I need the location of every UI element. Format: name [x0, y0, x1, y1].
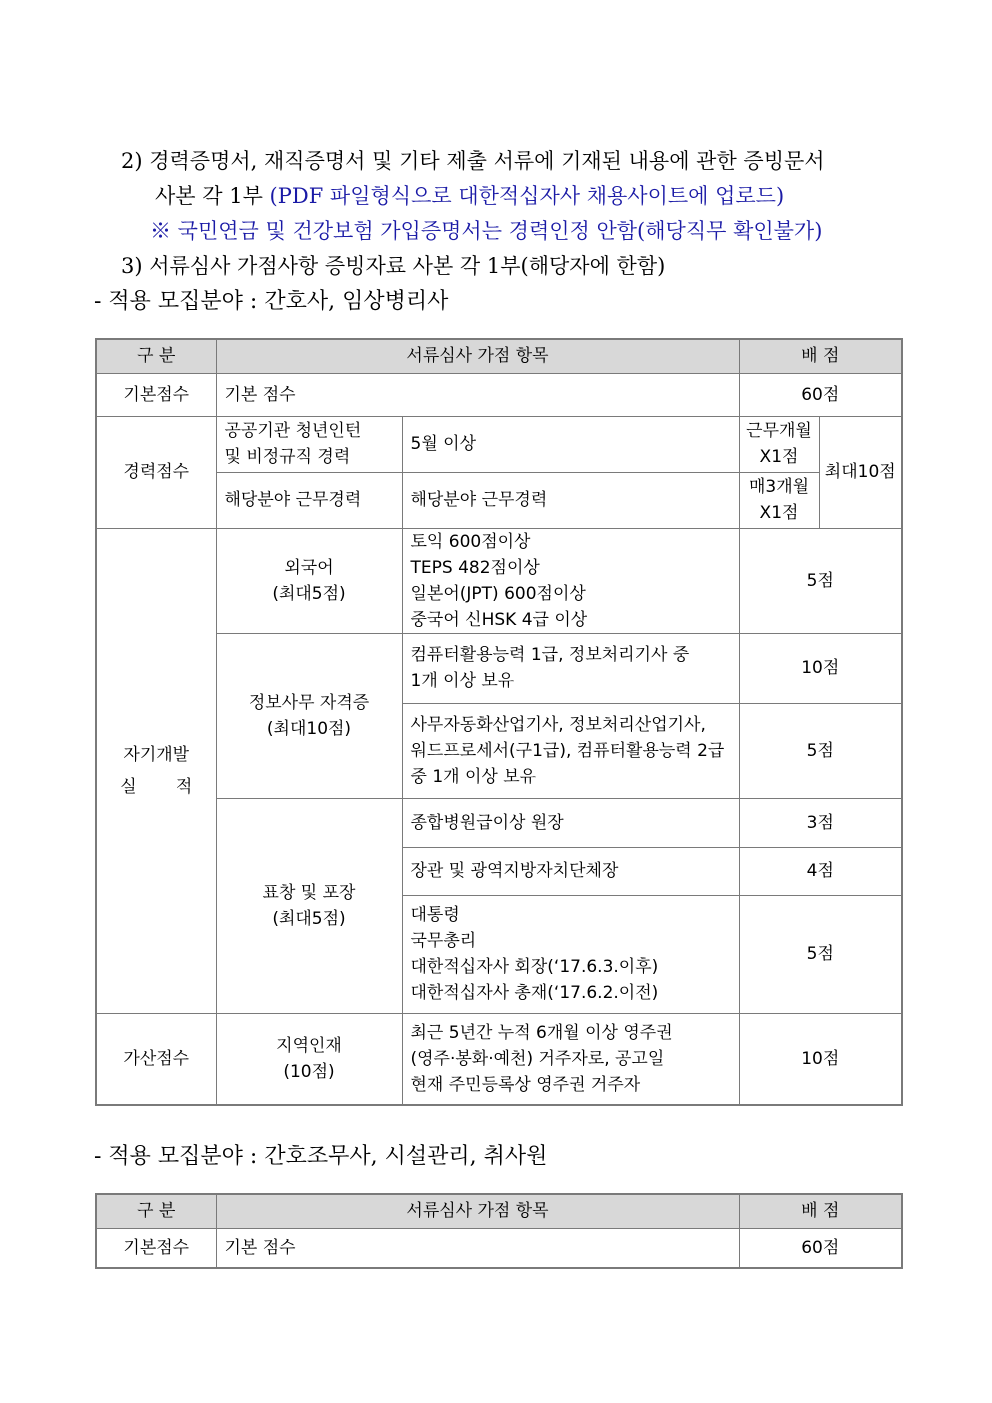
itcert-label: [216, 633, 402, 798]
basic-item: 기본 점수: [216, 373, 739, 416]
bonus-detail-line: (영주·봉화·예천) 거주자로, 공고일: [410, 1048, 665, 1069]
language-item: TEPS 482점이상: [410, 557, 540, 578]
career-category: 경력점수: [96, 416, 216, 528]
career-row1-label-1: 공공기관 청년인턴: [224, 421, 362, 441]
basic-points: 60점: [739, 373, 902, 416]
bonus-detail-line: 현재 주민등록상 영주권 거주자: [410, 1074, 641, 1095]
itcert-row2-line: 중 1개 이상 보유: [410, 766, 537, 787]
career-row1-label: [216, 416, 402, 472]
bonus-category: 가산점수: [96, 1013, 216, 1105]
selfdev-category-2: 실 적: [120, 776, 193, 797]
item2-line2: [155, 182, 784, 210]
table2-header-category: 구 분: [96, 1194, 216, 1228]
award-row3-points: 5점: [739, 895, 902, 1013]
item2-line2-text: 사본 각 1부: [155, 184, 270, 208]
award-row3-detail: [402, 895, 739, 1013]
career-row2-rate-1: 매3개월: [748, 477, 810, 497]
header-item: 서류심사 가점 항목: [216, 339, 739, 373]
career-row1-label-2: 및 비정규직 경력: [224, 447, 351, 467]
itcert-row-1: [96, 633, 902, 703]
score-table-1: [95, 338, 903, 1106]
table1-header-row: [96, 339, 902, 373]
career-note: ※ 국민연금 및 건강보험 가입증명서는 경력인정 안함(해당직무 확인불가): [150, 219, 823, 243]
basic-row: [96, 373, 902, 416]
basic-category: 기본점수: [96, 373, 216, 416]
table2-basic-points: 60점: [739, 1228, 902, 1268]
award-row3-item: 대한적십자사 회장(‘17.6.3.이후): [410, 957, 659, 977]
award-row3-item: 대한적십자사 총재(‘17.6.2.이전): [410, 983, 659, 1003]
career-row2-rate-2: X1점: [759, 503, 799, 523]
itcert-row1-detail: [402, 633, 739, 703]
language-item: 일본어(JPT) 600점이상: [410, 583, 586, 604]
header-points: 배 점: [739, 339, 902, 373]
selfdev-category: [96, 528, 216, 1013]
itcert-row2-detail: [402, 703, 739, 798]
item2-upload-note: (PDF 파일형식으로 대한적십자사 채용사이트에 업로드): [269, 184, 785, 208]
bonus-label: [216, 1013, 402, 1105]
bonus-label-2: (10점): [283, 1061, 335, 1082]
career-row1-detail: 5월 이상: [402, 416, 739, 472]
itcert-row1-line: 컴퓨터활용능력 1급, 정보처리기사 중: [410, 645, 690, 665]
career-row2-rate: [739, 472, 819, 528]
table2-header-row: [96, 1194, 902, 1228]
table2-header-item: 서류심사 가점 항목: [216, 1194, 739, 1228]
item2-line1: 2) 경력증명서, 재직증명서 및 기타 제출 서류에 기재된 내용에 관한 증빙문서: [121, 149, 825, 173]
bonus-row: [96, 1013, 902, 1105]
selfdev-category-1: 자기개발: [123, 744, 190, 765]
career-max: 최대10점: [819, 416, 902, 528]
bonus-detail-line: 최근 5년간 누적 6개월 이상 영주권: [410, 1022, 673, 1043]
language-label-2: (최대5점): [272, 583, 346, 604]
table2-basic-item: 기본 점수: [216, 1228, 739, 1268]
item3-line: 3) 서류심사 가점사항 증빙자료 사본 각 1부(해당자에 한함): [121, 254, 666, 278]
section-title-2: - 적용 모집분야 : 간호조무사, 시설관리, 취사원: [94, 1144, 548, 1169]
itcert-row2-line: 워드프로세서(구1급), 컴퓨터활용능력 2급: [410, 740, 725, 761]
itcert-label-2: (최대10점): [266, 718, 352, 739]
section-title-1: - 적용 모집분야 : 간호사, 임상병리사: [94, 289, 449, 314]
award-label: [216, 798, 402, 1013]
award-row3-item: 대통령: [410, 905, 460, 925]
header-category: 구 분: [96, 339, 216, 373]
itcert-row2-line: 사무자동화산업기사, 정보처리산업기사,: [410, 714, 706, 735]
award-label-2: (최대5점): [272, 908, 346, 929]
language-items: [402, 528, 739, 633]
award-row2-detail: 장관 및 광역지방자치단체장: [402, 847, 739, 895]
language-item: 중국어 신HSK 4급 이상: [410, 609, 588, 630]
language-row: [96, 528, 902, 633]
bonus-label-1: 지역인재: [276, 1035, 342, 1056]
award-row1-points: 3점: [739, 798, 902, 847]
award-row3-item: 국무총리: [410, 931, 477, 951]
award-label-1: 표창 및 포장: [262, 882, 356, 903]
itcert-row1-line: 1개 이상 보유: [410, 671, 515, 691]
score-table-2: [95, 1193, 903, 1269]
career-row1-rate-2: X1점: [759, 447, 799, 467]
career-row2-label: 해당분야 근무경력: [216, 472, 402, 528]
itcert-row1-points: 10점: [739, 633, 902, 703]
award-row1-detail: 종합병원급이상 원장: [402, 798, 739, 847]
language-label-1: 외국어: [284, 557, 334, 578]
career-row-2: [96, 472, 902, 528]
table2-basic-category: 기본점수: [96, 1228, 216, 1268]
table2-header-points: 배 점: [739, 1194, 902, 1228]
career-row1-rate: [739, 416, 819, 472]
language-item: 토익 600점이상: [410, 531, 531, 552]
bonus-points: 10점: [739, 1013, 902, 1105]
itcert-row2-points: 5점: [739, 703, 902, 798]
award-row2-points: 4점: [739, 847, 902, 895]
language-points: 5점: [739, 528, 902, 633]
bonus-detail: [402, 1013, 739, 1105]
career-row-1: [96, 416, 902, 472]
table2-basic-row: [96, 1228, 902, 1268]
career-row1-rate-1: 근무개월: [746, 421, 812, 441]
award-row-1: [96, 798, 902, 847]
itcert-label-1: 정보사무 자격증: [248, 692, 370, 713]
language-label: [216, 528, 402, 633]
career-row2-detail: 해당분야 근무경력: [402, 472, 739, 528]
